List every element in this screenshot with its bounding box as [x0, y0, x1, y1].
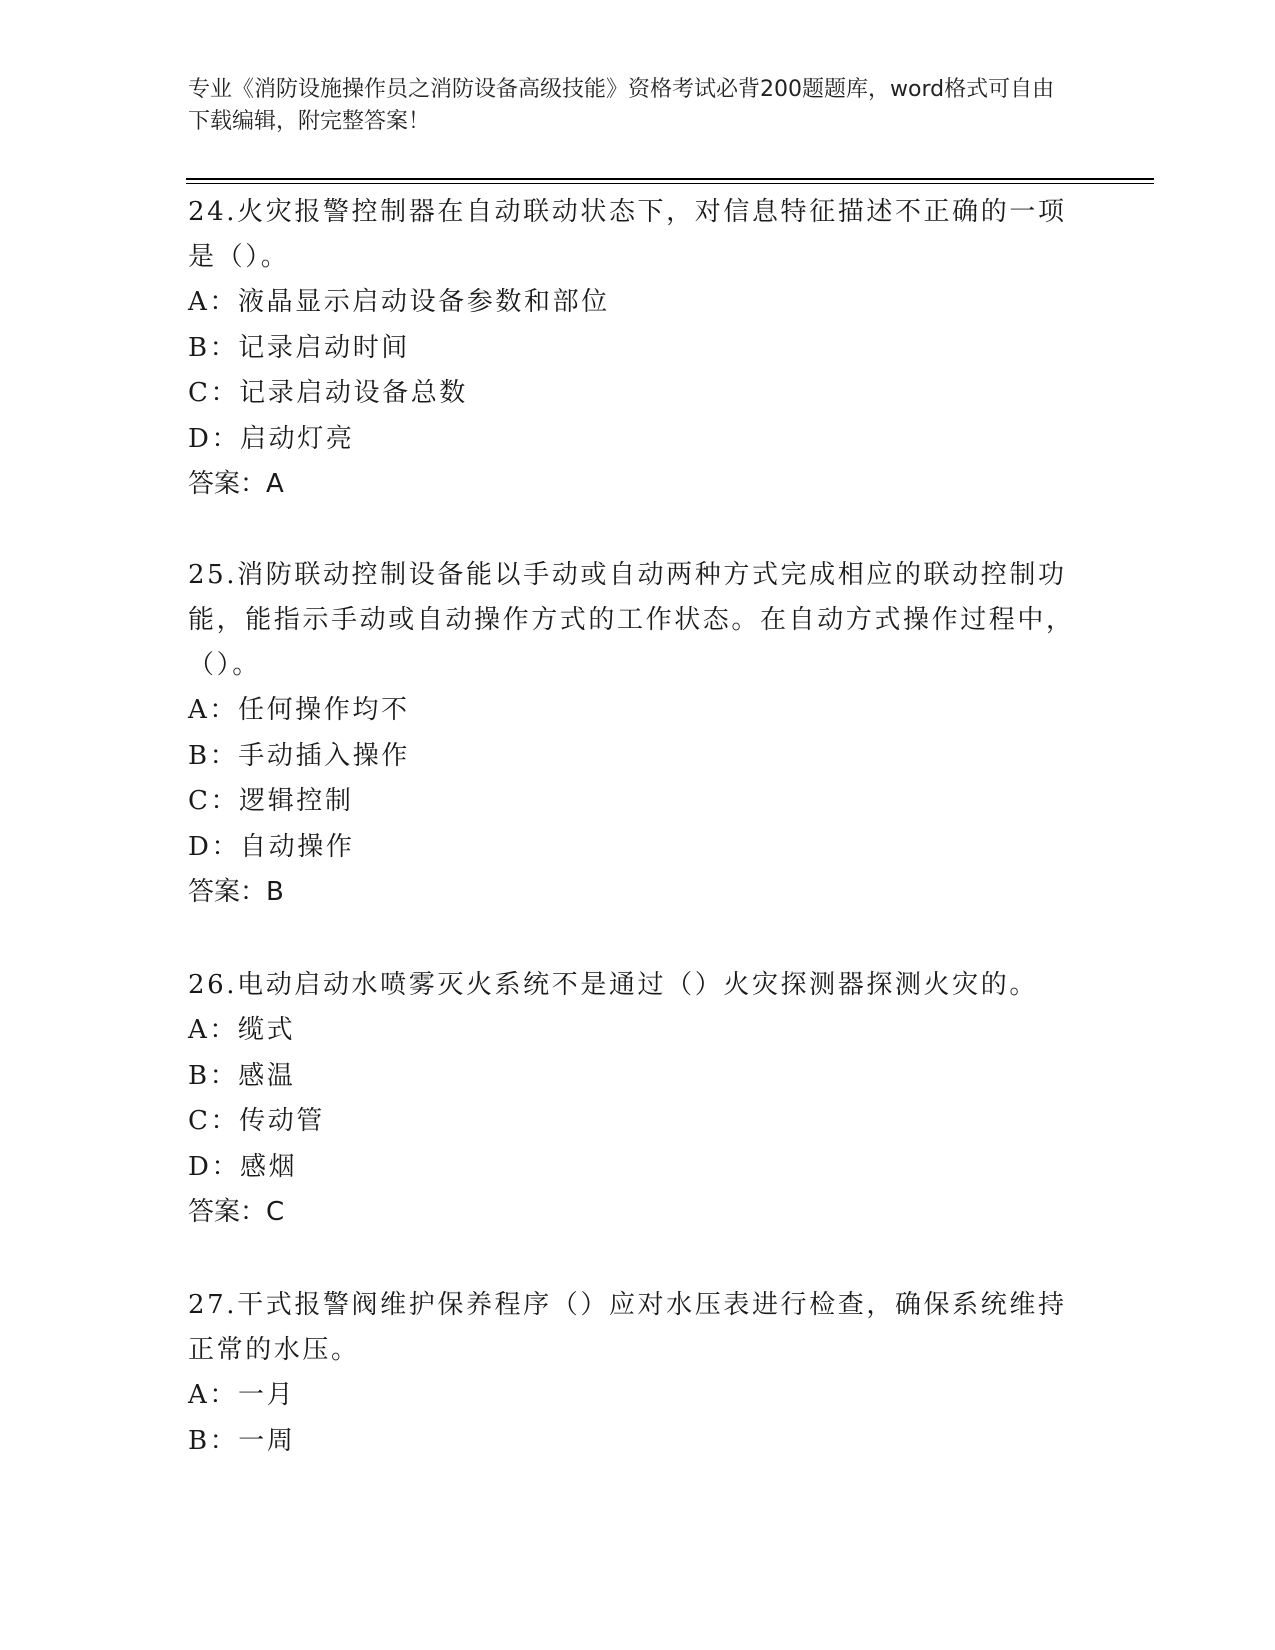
option-b: B：手动插入操作: [188, 740, 410, 771]
question-25: [188, 553, 1088, 915]
option-d: D：自动操作: [188, 831, 355, 862]
header-divider-thin: [186, 183, 1154, 184]
option-c: C：记录启动设备总数: [188, 378, 468, 408]
option-d: D：感烟: [188, 1151, 298, 1182]
document-header: 专业《消防设施操作员之消防设备高级技能》资格考试必背200题题库，word格式可自由下载编辑，附完整答案！: [188, 77, 1055, 134]
option-b: B：一周: [188, 1425, 296, 1456]
option-b: B：记录启动时间: [188, 332, 410, 363]
option-a: A：缆式: [188, 1015, 296, 1045]
option-c: C：逻辑控制: [188, 786, 354, 816]
answer: 答案：A: [188, 469, 284, 499]
question-26: [188, 963, 1088, 1235]
question-stem: 24.火灾报警控制器在自动联动状态下，对信息特征描述不正确的一项是（）。: [188, 197, 1067, 272]
answer: 答案：C: [188, 1197, 285, 1227]
answer: 答案：B: [188, 877, 284, 907]
header-divider-thick: [186, 178, 1154, 180]
question-24: [188, 190, 1088, 507]
option-c: C：传动管: [188, 1106, 325, 1136]
option-a: A：一月: [188, 1380, 296, 1410]
option-b: B：感温: [188, 1060, 296, 1091]
option-a: A：液晶显示启动设备参数和部位: [188, 287, 610, 317]
question-stem: 27.干式报警阀维护保养程序（）应对水压表进行检查，确保系统维持正常的水压。: [188, 1290, 1067, 1365]
question-stem: 26.电动启动水喷雾灭火系统不是通过（）火灾探测器探测火灾的。: [188, 970, 1038, 1000]
question-27: [188, 1283, 1088, 1464]
option-a: A：任何操作均不: [188, 695, 410, 725]
question-stem: 25.消防联动控制设备能以手动或自动两种方式完成相应的联动控制功能，能指示手动或自动操作方式的工作状态。在自动方式操作过程中，（）。: [188, 560, 1075, 680]
option-d: D：启动灯亮: [188, 423, 355, 454]
